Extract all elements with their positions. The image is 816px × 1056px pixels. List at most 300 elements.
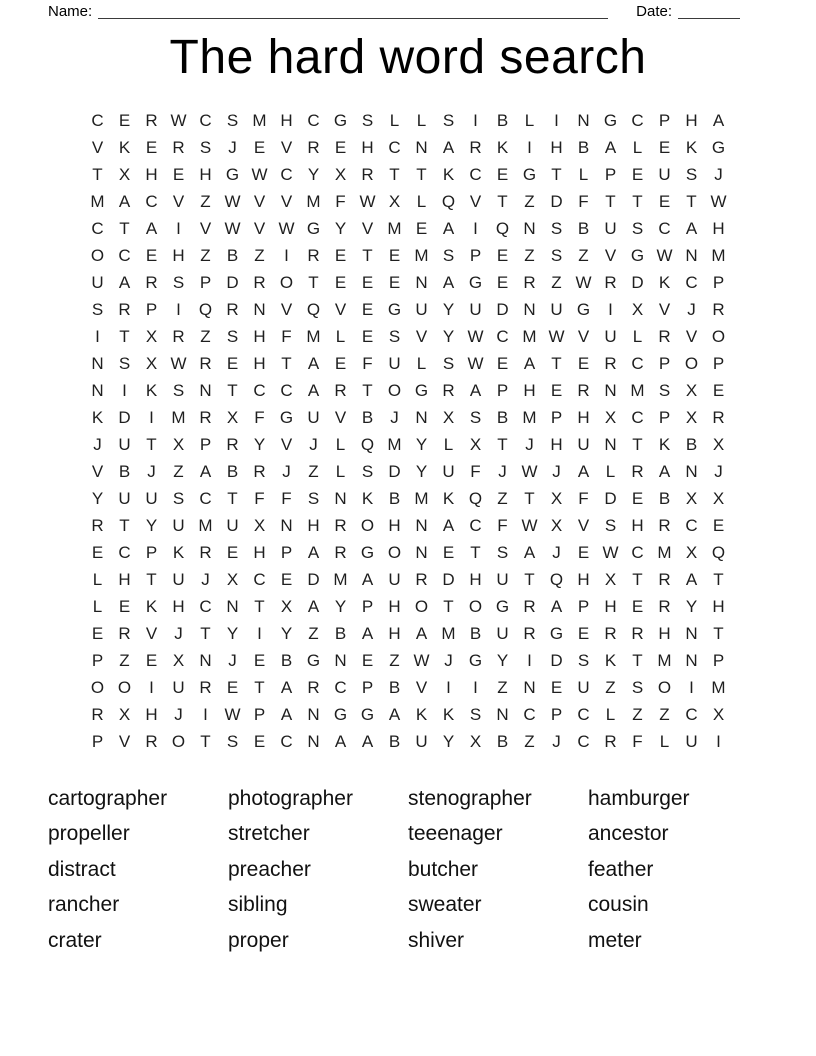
grid-letter: W <box>413 651 430 671</box>
grid-letter: M <box>198 516 213 536</box>
grid-letter: N <box>415 273 428 293</box>
page-title: The hard word search <box>169 31 647 84</box>
grid-letter: N <box>523 678 536 698</box>
grid-letter: P <box>199 273 212 293</box>
grid-letter: A <box>442 219 455 239</box>
word-item: photographer <box>228 786 353 810</box>
grid-letter: N <box>685 651 698 671</box>
grid-letter: C <box>118 246 131 266</box>
grid-letter: J <box>174 624 183 644</box>
grid-letter: V <box>253 219 266 239</box>
grid-letter: U <box>172 678 185 698</box>
grid-letter: Q <box>549 570 564 590</box>
grid-letter: K <box>604 651 617 671</box>
grid-letter: V <box>118 732 131 752</box>
grid-letter: R <box>91 705 104 725</box>
grid-letter: C <box>469 165 482 185</box>
grid-letter: P <box>550 705 563 725</box>
word-item: cousin <box>588 893 649 917</box>
grid-letter: R <box>469 138 482 158</box>
grid-letter: U <box>388 354 401 374</box>
grid-letter: V <box>415 678 428 698</box>
word-item: cartographer <box>48 786 168 810</box>
grid-letter: B <box>388 678 401 698</box>
grid-letter: Z <box>524 192 535 212</box>
grid-letter: M <box>657 651 672 671</box>
grid-letter: X <box>118 165 131 185</box>
grid-letter: C <box>91 111 104 131</box>
grid-letter: H <box>631 516 644 536</box>
grid-letter: N <box>199 651 212 671</box>
grid-letter: B <box>496 408 509 428</box>
grid-letter: B <box>496 111 509 131</box>
grid-letter: U <box>496 570 509 590</box>
grid-letter: G <box>225 165 240 185</box>
grid-letter: N <box>604 435 617 455</box>
grid-letter: C <box>145 192 158 212</box>
grid-letter: S <box>469 705 482 725</box>
grid-letter: N <box>415 543 428 563</box>
grid-letter: X <box>685 543 698 563</box>
date-label: Date: <box>636 3 672 20</box>
grid-letter: A <box>199 462 212 482</box>
grid-letter: T <box>308 273 319 293</box>
grid-letter: N <box>199 381 212 401</box>
grid-letter: H <box>307 516 320 536</box>
grid-letter: H <box>253 354 266 374</box>
grid-letter: S <box>388 327 401 347</box>
grid-letter: O <box>90 246 105 266</box>
grid-letter: P <box>91 651 104 671</box>
grid-letter: E <box>145 651 158 671</box>
grid-letter: N <box>334 489 347 509</box>
grid-letter: H <box>172 246 185 266</box>
grid-letter: C <box>199 597 212 617</box>
grid-letter: U <box>415 300 428 320</box>
grid-letter: H <box>361 138 374 158</box>
grid-letter: V <box>172 192 185 212</box>
grid-letter: E <box>91 543 104 563</box>
grid-letter: V <box>253 192 266 212</box>
grid-letter: D <box>307 570 320 590</box>
grid-letter: I <box>527 138 532 158</box>
grid-letter: L <box>92 570 103 590</box>
grid-letter: O <box>414 597 429 617</box>
grid-letter: F <box>362 354 373 374</box>
grid-letter: S <box>658 381 671 401</box>
grid-letter: Y <box>334 219 347 239</box>
grid-letter: X <box>712 705 725 725</box>
grid-letter: B <box>469 624 482 644</box>
grid-letter: S <box>685 165 698 185</box>
grid-letter: M <box>414 489 429 509</box>
grid-letter: V <box>334 408 347 428</box>
grid-letter: T <box>254 678 265 698</box>
grid-letter: H <box>199 165 212 185</box>
grid-letter: G <box>414 381 429 401</box>
grid-letter: F <box>578 489 589 509</box>
grid-letter: R <box>658 597 671 617</box>
grid-letter: I <box>203 705 208 725</box>
grid-letter: S <box>577 651 590 671</box>
grid-letter: V <box>334 300 347 320</box>
grid-letter: Z <box>254 246 265 266</box>
grid-letter: E <box>253 651 266 671</box>
grid-letter: Y <box>442 732 455 752</box>
grid-letter: S <box>496 543 509 563</box>
grid-letter: C <box>577 732 590 752</box>
grid-letter: J <box>552 462 561 482</box>
word-item: meter <box>588 928 642 952</box>
grid-letter: Z <box>308 462 319 482</box>
grid-letter: V <box>91 138 104 158</box>
grid-letter: W <box>359 192 376 212</box>
grid-letter: Z <box>659 705 670 725</box>
grid-letter: J <box>147 462 156 482</box>
grid-letter: K <box>415 705 428 725</box>
grid-letter: I <box>527 651 532 671</box>
grid-letter: R <box>145 111 158 131</box>
grid-letter: W <box>710 192 727 212</box>
grid-letter: W <box>170 111 187 131</box>
grid-letter: N <box>685 624 698 644</box>
grid-letter: S <box>550 219 563 239</box>
grid-letter: O <box>171 732 186 752</box>
grid-letter: R <box>172 327 185 347</box>
grid-letter: H <box>469 570 482 590</box>
grid-letter: U <box>91 273 104 293</box>
grid-letter: O <box>684 354 699 374</box>
grid-letter: S <box>361 111 374 131</box>
grid-letter: C <box>523 705 536 725</box>
grid-letter: U <box>496 624 509 644</box>
grid-letter: N <box>253 300 266 320</box>
grid-letter: E <box>172 165 185 185</box>
grid-letter: A <box>658 462 671 482</box>
word-list-column <box>48 781 228 959</box>
name-label: Name: <box>48 3 93 20</box>
grid-letter: W <box>467 354 484 374</box>
grid-letter: G <box>306 651 321 671</box>
grid-letter: P <box>253 705 266 725</box>
grid-letter: W <box>656 246 673 266</box>
grid-letter: H <box>658 624 671 644</box>
grid-letter: F <box>632 732 643 752</box>
grid-letter: P <box>550 408 563 428</box>
grid-letter: A <box>361 732 374 752</box>
grid-letter: V <box>145 624 158 644</box>
grid-letter: T <box>146 570 157 590</box>
grid-letter: X <box>712 435 725 455</box>
grid-letter: J <box>552 543 561 563</box>
grid-letter: R <box>226 435 239 455</box>
grid-letter: R <box>118 300 131 320</box>
grid-letter: U <box>145 489 158 509</box>
grid-letter: E <box>226 543 239 563</box>
grid-letter: E <box>145 246 158 266</box>
grid-letter: L <box>443 435 454 455</box>
grid-letter: R <box>226 300 239 320</box>
grid-letter: S <box>172 489 185 509</box>
grid-letter: A <box>523 543 536 563</box>
grid-letter: N <box>415 408 428 428</box>
grid-letter: R <box>361 165 374 185</box>
grid-letter: J <box>714 462 723 482</box>
grid-letter: X <box>226 570 239 590</box>
word-item: butcher <box>408 857 479 881</box>
grid-letter: E <box>118 111 131 131</box>
grid-letter: E <box>334 273 347 293</box>
grid-letter: H <box>172 597 185 617</box>
grid-letter: E <box>496 246 509 266</box>
grid-letter: R <box>523 597 536 617</box>
grid-letter: C <box>334 678 347 698</box>
grid-letter: E <box>496 273 509 293</box>
grid-letter: C <box>631 354 644 374</box>
grid-letter: O <box>90 678 105 698</box>
word-item: distract <box>48 857 116 881</box>
grid-letter: I <box>473 111 478 131</box>
grid-letter: Y <box>442 300 455 320</box>
grid-letter: H <box>712 597 725 617</box>
grid-letter: Z <box>524 246 535 266</box>
grid-letter: P <box>604 165 617 185</box>
grid-letter: M <box>711 246 726 266</box>
grid-letter: N <box>523 300 536 320</box>
grid-letter: C <box>280 165 293 185</box>
grid-letter: H <box>577 408 590 428</box>
grid-letter: T <box>254 597 265 617</box>
grid-letter: R <box>253 462 266 482</box>
grid-letter: J <box>309 435 318 455</box>
grid-letter: Z <box>200 246 211 266</box>
grid-letter: U <box>658 165 671 185</box>
grid-letter: G <box>495 597 510 617</box>
grid-letter: N <box>685 246 698 266</box>
grid-letter: Z <box>497 678 508 698</box>
grid-letter: F <box>281 327 292 347</box>
grid-letter: E <box>334 138 347 158</box>
grid-letter: P <box>712 273 725 293</box>
grid-letter: B <box>118 462 131 482</box>
grid-letter: F <box>578 192 589 212</box>
grid-letter: V <box>685 327 698 347</box>
grid-letter: D <box>442 570 455 590</box>
word-item: rancher <box>48 893 120 917</box>
grid-letter: C <box>469 516 482 536</box>
grid-letter: I <box>689 678 694 698</box>
grid-letter: R <box>604 624 617 644</box>
grid-letter: I <box>149 678 154 698</box>
grid-letter: N <box>604 381 617 401</box>
grid-letter: A <box>118 273 131 293</box>
grid-letter: X <box>388 192 401 212</box>
grid-letter: T <box>119 327 130 347</box>
grid-letter: A <box>145 219 158 239</box>
grid-letter: I <box>473 219 478 239</box>
grid-letter: N <box>415 138 428 158</box>
grid-letter: U <box>442 462 455 482</box>
grid-letter: O <box>279 273 294 293</box>
grid-letter: B <box>685 435 698 455</box>
grid-letter: W <box>467 327 484 347</box>
grid-letter: O <box>657 678 672 698</box>
grid-letter: M <box>522 408 537 428</box>
grid-letter: T <box>227 489 238 509</box>
grid-letter: V <box>415 327 428 347</box>
grid-letter: S <box>631 678 644 698</box>
grid-letter: C <box>685 705 698 725</box>
grid-letter: I <box>122 381 127 401</box>
grid-letter: V <box>577 327 590 347</box>
grid-letter: K <box>172 543 185 563</box>
grid-letter: A <box>685 219 698 239</box>
grid-letter: Y <box>496 651 509 671</box>
word-item: teeenager <box>408 822 503 846</box>
grid-letter: T <box>119 516 130 536</box>
grid-letter: Y <box>415 462 428 482</box>
grid-letter: P <box>361 597 374 617</box>
grid-letter: R <box>712 300 725 320</box>
grid-letter: T <box>632 651 643 671</box>
word-item: stenographer <box>408 786 532 810</box>
date-blank-line <box>678 3 740 19</box>
grid-letter: Z <box>497 489 508 509</box>
grid-letter: L <box>632 327 643 347</box>
grid-letter: I <box>284 246 289 266</box>
grid-letter: P <box>658 111 671 131</box>
grid-letter: O <box>711 327 726 347</box>
grid-letter: C <box>199 111 212 131</box>
grid-letter: H <box>712 219 725 239</box>
grid-letter: B <box>577 219 590 239</box>
grid-letter: X <box>145 354 158 374</box>
grid-letter: J <box>525 435 534 455</box>
grid-letter: K <box>145 381 158 401</box>
grid-letter: W <box>224 192 241 212</box>
word-item: sibling <box>228 893 288 917</box>
grid-letter: T <box>146 435 157 455</box>
grid-letter: R <box>604 354 617 374</box>
grid-letter: E <box>631 597 644 617</box>
grid-letter: R <box>199 408 212 428</box>
grid-letter: N <box>307 732 320 752</box>
grid-letter: U <box>226 516 239 536</box>
grid-letter: U <box>388 570 401 590</box>
grid-letter: M <box>306 192 321 212</box>
grid-letter: E <box>334 354 347 374</box>
grid-letter: K <box>658 435 671 455</box>
grid-letter: Y <box>145 516 158 536</box>
grid-letter: X <box>604 408 617 428</box>
grid-letter: A <box>604 138 617 158</box>
grid-letter: G <box>549 624 564 644</box>
grid-letter: U <box>118 435 131 455</box>
word-list-column <box>408 781 588 959</box>
grid-letter: P <box>280 543 293 563</box>
grid-letter: Q <box>495 219 510 239</box>
grid-letter: U <box>577 435 590 455</box>
grid-letter: M <box>171 408 186 428</box>
grid-letter: C <box>496 327 509 347</box>
grid-letter: Z <box>524 732 535 752</box>
grid-letter: H <box>118 570 131 590</box>
grid-letter: C <box>253 570 266 590</box>
word-item: preacher <box>228 857 311 881</box>
grid-letter: T <box>362 381 373 401</box>
grid-letter: M <box>252 111 267 131</box>
grid-letter: A <box>280 678 293 698</box>
grid-letter: H <box>145 705 158 725</box>
grid-letter: T <box>281 354 292 374</box>
grid-letter: W <box>548 327 565 347</box>
grid-letter: G <box>387 300 402 320</box>
grid-letter: N <box>577 111 590 131</box>
grid-letter: I <box>176 300 181 320</box>
grid-letter: P <box>199 435 212 455</box>
grid-letter: I <box>716 732 721 752</box>
grid-letter: T <box>497 435 508 455</box>
grid-letter: M <box>522 327 537 347</box>
grid-letter: X <box>712 489 725 509</box>
grid-letter: E <box>577 354 590 374</box>
grid-letter: N <box>496 705 509 725</box>
grid-letter: U <box>415 732 428 752</box>
grid-letter: U <box>550 300 563 320</box>
grid-letter: P <box>469 246 482 266</box>
grid-letter: D <box>631 273 644 293</box>
grid-letter: Y <box>334 597 347 617</box>
grid-letter: K <box>496 138 509 158</box>
grid-letter: J <box>714 165 723 185</box>
grid-letter: T <box>362 246 373 266</box>
grid-letter: A <box>442 138 455 158</box>
grid-letter: Z <box>632 705 643 725</box>
grid-letter: K <box>118 138 131 158</box>
grid-letter: X <box>172 651 185 671</box>
grid-letter: K <box>145 597 158 617</box>
grid-letter: H <box>145 165 158 185</box>
grid-letter: A <box>442 273 455 293</box>
grid-letter: T <box>497 192 508 212</box>
word-item: ancestor <box>588 822 669 846</box>
grid-letter: R <box>577 381 590 401</box>
grid-letter: T <box>632 435 643 455</box>
grid-letter: E <box>442 543 455 563</box>
grid-letter: R <box>604 732 617 752</box>
grid-letter: Z <box>200 327 211 347</box>
grid-letter: K <box>361 489 374 509</box>
grid-letter: J <box>498 462 507 482</box>
grid-letter: R <box>199 543 212 563</box>
grid-letter: X <box>172 435 185 455</box>
grid-letter: Y <box>226 624 239 644</box>
grid-letter: Q <box>711 543 726 563</box>
grid-letter: E <box>388 273 401 293</box>
grid-letter: U <box>685 732 698 752</box>
grid-letter: X <box>469 732 482 752</box>
grid-letter: Y <box>307 165 320 185</box>
grid-letter: Y <box>280 624 293 644</box>
grid-letter: D <box>388 462 401 482</box>
grid-letter: E <box>496 354 509 374</box>
grid-letter: H <box>685 111 698 131</box>
grid-letter: E <box>226 678 239 698</box>
grid-letter: H <box>550 138 563 158</box>
grid-letter: X <box>550 516 563 536</box>
name-blank-line <box>98 3 608 19</box>
grid-letter: R <box>523 624 536 644</box>
